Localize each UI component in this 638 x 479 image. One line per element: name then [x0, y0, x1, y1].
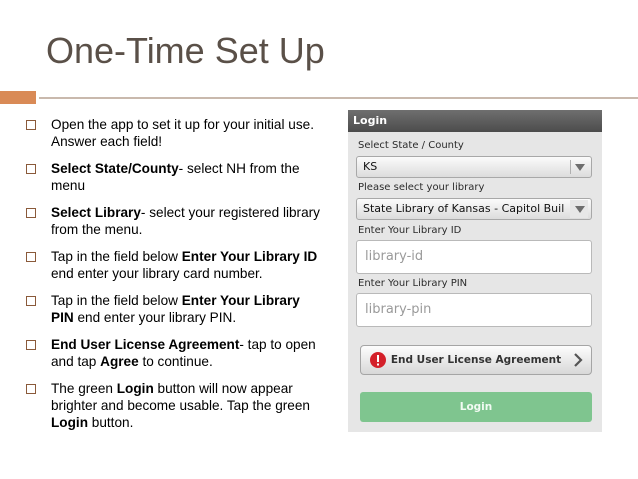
- state-select-value: KS: [363, 160, 378, 173]
- list-item: Tap in the field below Enter Your Library ID end enter your library card number.: [24, 248, 324, 282]
- list-item: End User License Agreement- tap to open and tap Agree to continue.: [24, 336, 324, 370]
- dropdown-arrow-icon: [570, 200, 588, 218]
- library-pin-label: Enter Your Library PIN: [358, 278, 468, 289]
- instruction-list: [24, 116, 324, 441]
- list-item: Select State/County- select NH from the menu: [24, 160, 324, 194]
- library-select[interactable]: [356, 198, 592, 220]
- list-item: The green Login button will now appear brighter and become usable. Tap the green Login button.: [24, 380, 324, 431]
- state-select[interactable]: [356, 156, 592, 178]
- bullet-box-icon: [26, 164, 36, 174]
- library-select-value: State Library of Kansas - Capitol Buil: [363, 202, 565, 215]
- bullet-box-icon: [26, 296, 36, 306]
- bullet-box-icon: [26, 252, 36, 262]
- title-divider: [39, 97, 638, 99]
- library-label: Please select your library: [358, 182, 485, 193]
- bullet-box-icon: [26, 208, 36, 218]
- app-login-screen: [348, 110, 602, 432]
- state-label: Select State / County: [358, 140, 464, 151]
- list-item: Select Library- select your registered library from the menu.: [24, 204, 324, 238]
- slide-title: One-Time Set Up: [46, 30, 325, 71]
- bullet-box-icon: [26, 384, 36, 394]
- dropdown-arrow-icon: [570, 158, 588, 176]
- title-accent-bar: [0, 91, 36, 104]
- library-id-label: Enter Your Library ID: [358, 225, 462, 236]
- library-pin-field[interactable]: library-pin: [356, 293, 592, 327]
- library-id-field[interactable]: library-id: [356, 240, 592, 274]
- eula-button[interactable]: [360, 345, 592, 375]
- bullet-box-icon: [26, 120, 36, 130]
- list-item: Open the app to set it up for your initial use. Answer each field!: [24, 116, 324, 150]
- eula-label: End User License Agreement: [390, 354, 562, 366]
- screen-title-bar: Login: [348, 110, 602, 132]
- chevron-right-icon: [573, 353, 583, 367]
- list-item: Tap in the field below Enter Your Library PIN end enter your library PIN.: [24, 292, 324, 326]
- login-button[interactable]: Login: [360, 392, 592, 422]
- bullet-box-icon: [26, 340, 36, 350]
